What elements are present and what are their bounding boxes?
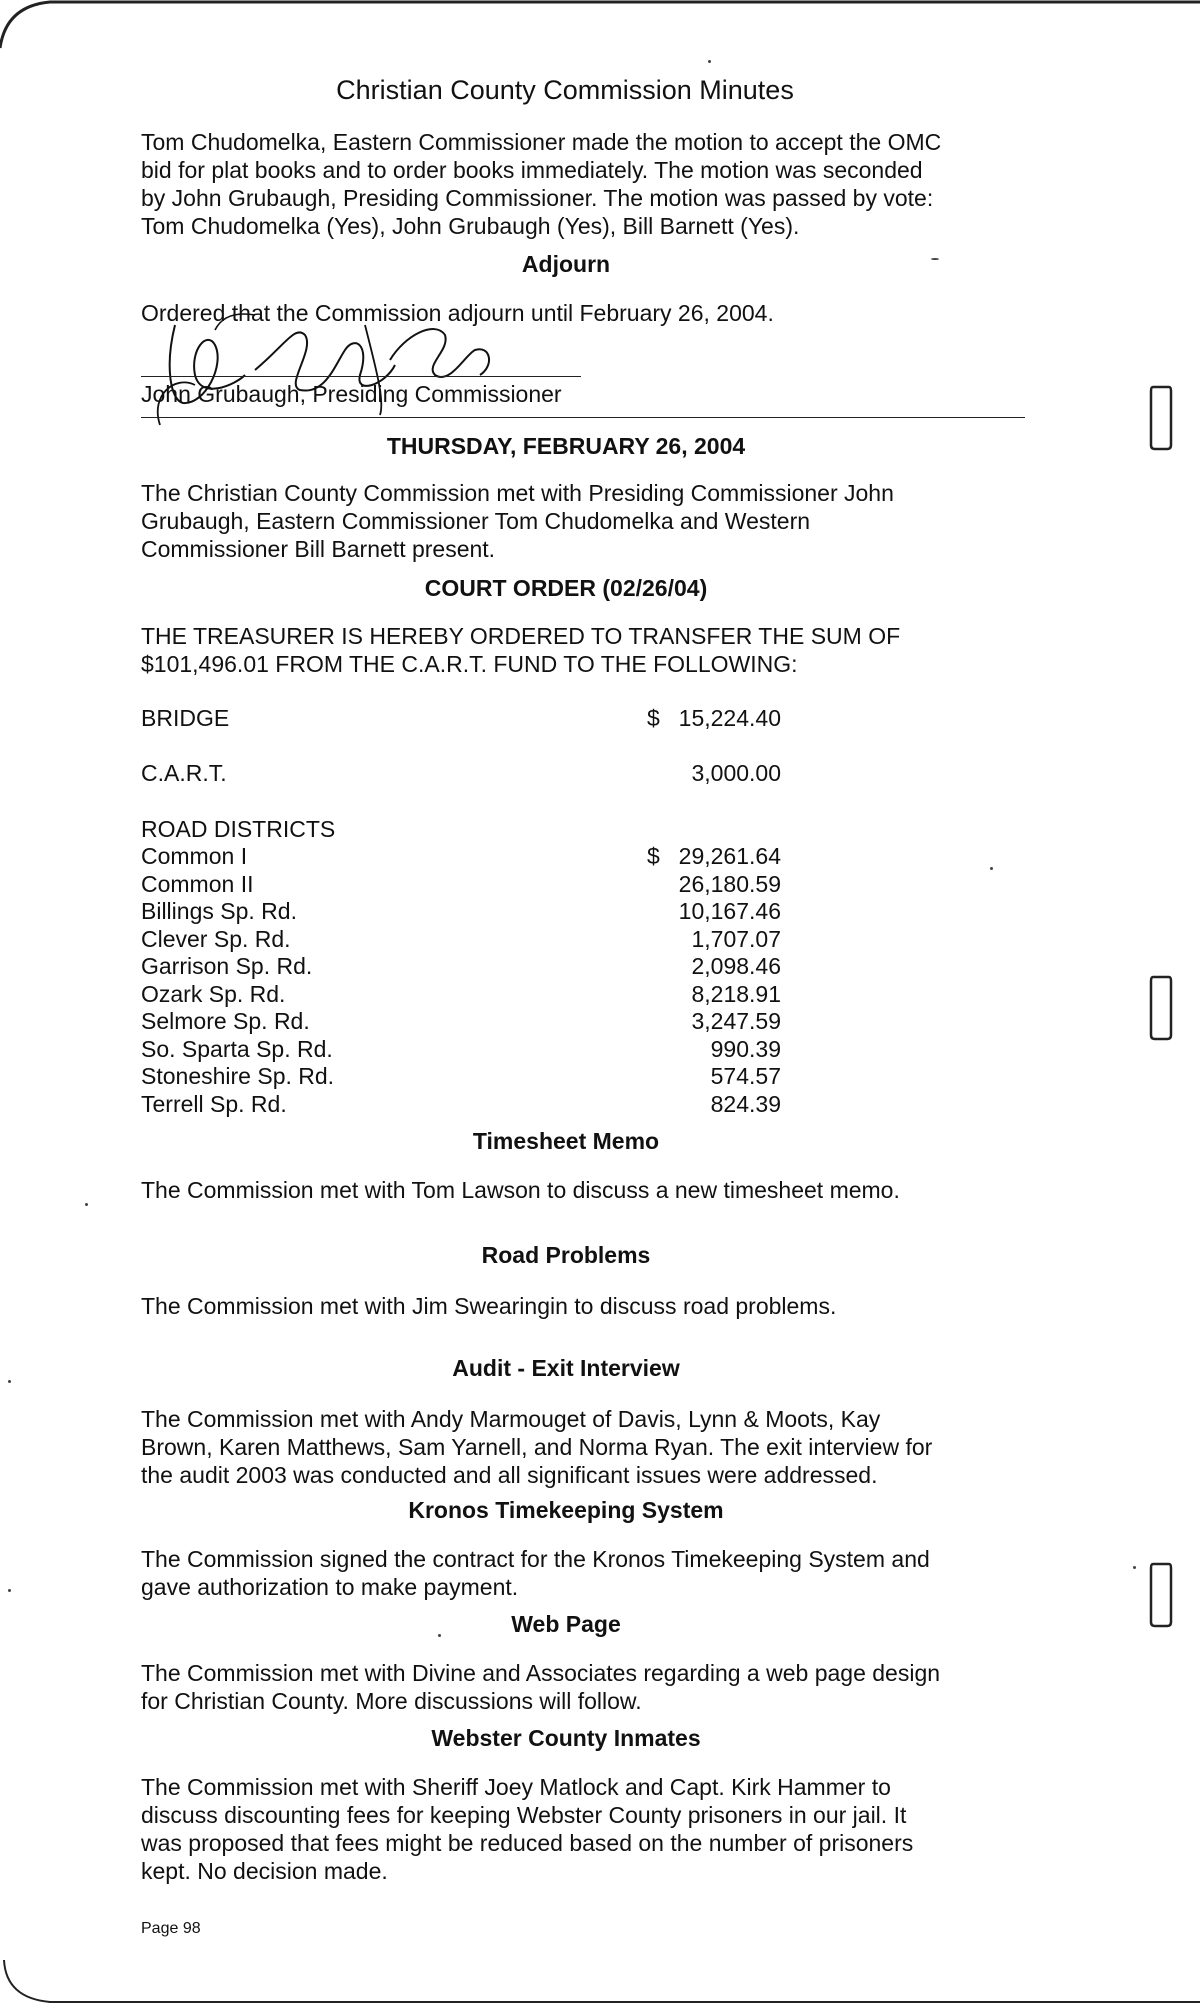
text-line: Tom Chudomelka, Eastern Commissioner made the motion to accept the OMC bbox=[141, 129, 942, 155]
text-line: the audit 2003 was conducted and all significant issues were addressed. bbox=[141, 1462, 878, 1488]
text-line: The Commission met with Tom Lawson to discuss a new timesheet memo. bbox=[141, 1177, 900, 1203]
section-heading: Kronos Timekeeping System bbox=[408, 1497, 724, 1523]
text-line: The Commission signed the contract for the Kronos Timekeeping System and bbox=[141, 1546, 930, 1572]
district-label: Billings Sp. Rd. bbox=[141, 898, 297, 924]
district-label: Terrell Sp. Rd. bbox=[141, 1090, 287, 1117]
fund-label: C.A.R.T. bbox=[141, 760, 227, 786]
text-line: by John Grubaugh, Presiding Commissioner. The motion was passed by vote: bbox=[141, 185, 934, 211]
district-amount: 1,707.07 bbox=[691, 925, 781, 952]
district-label: Clever Sp. Rd. bbox=[141, 925, 291, 952]
signature bbox=[135, 305, 555, 435]
page-number: Page 98 bbox=[141, 1920, 201, 1937]
signature-line bbox=[141, 376, 581, 377]
court-order-text bbox=[141, 622, 1001, 678]
district-label: Common II bbox=[141, 870, 254, 897]
motion-paragraph bbox=[141, 128, 1001, 240]
road-district-row bbox=[141, 980, 781, 1008]
section-paragraph bbox=[141, 1659, 1001, 1715]
road-district-row bbox=[141, 1062, 781, 1090]
fund-label: BRIDGE bbox=[141, 705, 230, 731]
text-line: The Christian County Commission met with Presiding Commissioner John bbox=[141, 480, 894, 506]
scan-speck bbox=[8, 1380, 11, 1383]
district-amount: 26,180.59 bbox=[678, 870, 781, 897]
district-label: Ozark Sp. Rd. bbox=[141, 980, 286, 1007]
fund-amount: 15,224.40 bbox=[678, 705, 781, 731]
road-district-row bbox=[141, 952, 781, 980]
district-label: Garrison Sp. Rd. bbox=[141, 953, 313, 979]
text-line: The Commission met with Divine and Associates regarding a web page design bbox=[141, 1660, 941, 1686]
district-label: Selmore Sp. Rd. bbox=[141, 1008, 310, 1034]
currency-symbol: $ bbox=[647, 705, 660, 731]
section-heading: Timesheet Memo bbox=[472, 1128, 660, 1154]
section-paragraph bbox=[141, 1405, 1001, 1489]
date-heading: THURSDAY, FEBRUARY 26, 2004 bbox=[386, 433, 746, 459]
section-divider bbox=[141, 417, 1025, 418]
section-paragraph bbox=[141, 1176, 1001, 1204]
text-line: for Christian County. More discussions will follow. bbox=[141, 1688, 642, 1714]
adjourn-text: Ordered that the Commission adjourn until February 26, 2004. bbox=[141, 300, 774, 326]
page-title: Christian County Commission Minutes bbox=[336, 75, 794, 105]
text-line: The Commission met with Andy Marmouget of Davis, Lynn & Moots, Kay bbox=[141, 1406, 881, 1432]
attendance-paragraph bbox=[141, 479, 1001, 563]
text-line: Grubaugh, Eastern Commissioner Tom Chudomelka and Western bbox=[141, 508, 811, 534]
road-district-row bbox=[141, 925, 781, 953]
scan-speck bbox=[708, 60, 711, 63]
text-line: bid for plat books and to order books immediately. The motion was seconded bbox=[141, 157, 923, 183]
text-line: THE TREASURER IS HEREBY ORDERED TO TRANSFER THE SUM OF bbox=[141, 623, 901, 649]
section-heading: Web Page bbox=[511, 1611, 621, 1637]
adjourn-heading: Adjourn bbox=[521, 251, 611, 277]
scan-speck bbox=[8, 1589, 11, 1592]
fund-amount: 3,000.00 bbox=[691, 760, 781, 786]
district-amount: 10,167.46 bbox=[678, 898, 781, 924]
road-district-row bbox=[141, 1007, 781, 1035]
text-line: discuss discounting fees for keeping Webster County prisoners in our jail. It bbox=[141, 1802, 907, 1828]
district-amount: 574.57 bbox=[710, 1063, 781, 1089]
section-paragraph bbox=[141, 1545, 1001, 1601]
text-line: gave authorization to make payment. bbox=[141, 1574, 519, 1600]
signer-name: John Grubaugh, Presiding Commissioner bbox=[141, 381, 562, 407]
text-line: $101,496.01 FROM THE C.A.R.T. FUND TO THE FOLLOWING: bbox=[141, 651, 798, 677]
section-paragraph bbox=[141, 1292, 1001, 1320]
fund-row-cart bbox=[141, 759, 781, 787]
text-line: kept. No decision made. bbox=[141, 1858, 388, 1884]
scan-speck bbox=[85, 1203, 88, 1206]
fund-row-bridge bbox=[141, 704, 781, 732]
scan-speck bbox=[1133, 1566, 1136, 1569]
road-district-row bbox=[141, 870, 781, 898]
district-label: Stoneshire Sp. Rd. bbox=[141, 1063, 335, 1089]
district-amount: 3,247.59 bbox=[691, 1008, 781, 1034]
district-label: So. Sparta Sp. Rd. bbox=[141, 1035, 333, 1062]
road-district-row bbox=[141, 897, 781, 925]
punch-hole-top bbox=[1147, 383, 1175, 453]
text-line: was proposed that fees might be reduced based on the number of prisoners bbox=[141, 1830, 914, 1856]
text-line: The Commission met with Jim Swearingin to discuss road problems. bbox=[141, 1293, 837, 1319]
section-heading: Road Problems bbox=[481, 1242, 651, 1268]
road-district-row bbox=[141, 1035, 781, 1063]
punch-hole-bottom bbox=[1147, 1560, 1175, 1630]
district-amount: 990.39 bbox=[710, 1035, 781, 1062]
text-line: Tom Chudomelka (Yes), John Grubaugh (Yes), Bill Barnett (Yes). bbox=[141, 213, 800, 239]
district-amount: 2,098.46 bbox=[691, 953, 781, 979]
text-line: The Commission met with Sheriff Joey Matlock and Capt. Kirk Hammer to bbox=[141, 1774, 891, 1800]
road-district-row bbox=[141, 1090, 781, 1118]
road-districts-label: ROAD DISTRICTS bbox=[141, 816, 336, 842]
text-line: Brown, Karen Matthews, Sam Yarnell, and Norma Ryan. The exit interview for bbox=[141, 1434, 933, 1460]
currency-symbol: $ bbox=[647, 843, 660, 869]
district-amount: 824.39 bbox=[710, 1090, 781, 1117]
court-order-heading: COURT ORDER (02/26/04) bbox=[424, 575, 708, 601]
road-district-row bbox=[141, 842, 781, 870]
section-paragraph bbox=[141, 1773, 1001, 1885]
punch-hole-middle bbox=[1147, 973, 1175, 1043]
section-heading: Audit - Exit Interview bbox=[452, 1355, 680, 1381]
district-amount: 8,218.91 bbox=[691, 980, 781, 1007]
section-heading: Webster County Inmates bbox=[431, 1725, 701, 1751]
text-line: Commissioner Bill Barnett present. bbox=[141, 536, 496, 562]
scan-speck bbox=[990, 867, 993, 870]
district-label: Common I bbox=[141, 843, 248, 869]
district-amount: 29,261.64 bbox=[678, 843, 781, 869]
